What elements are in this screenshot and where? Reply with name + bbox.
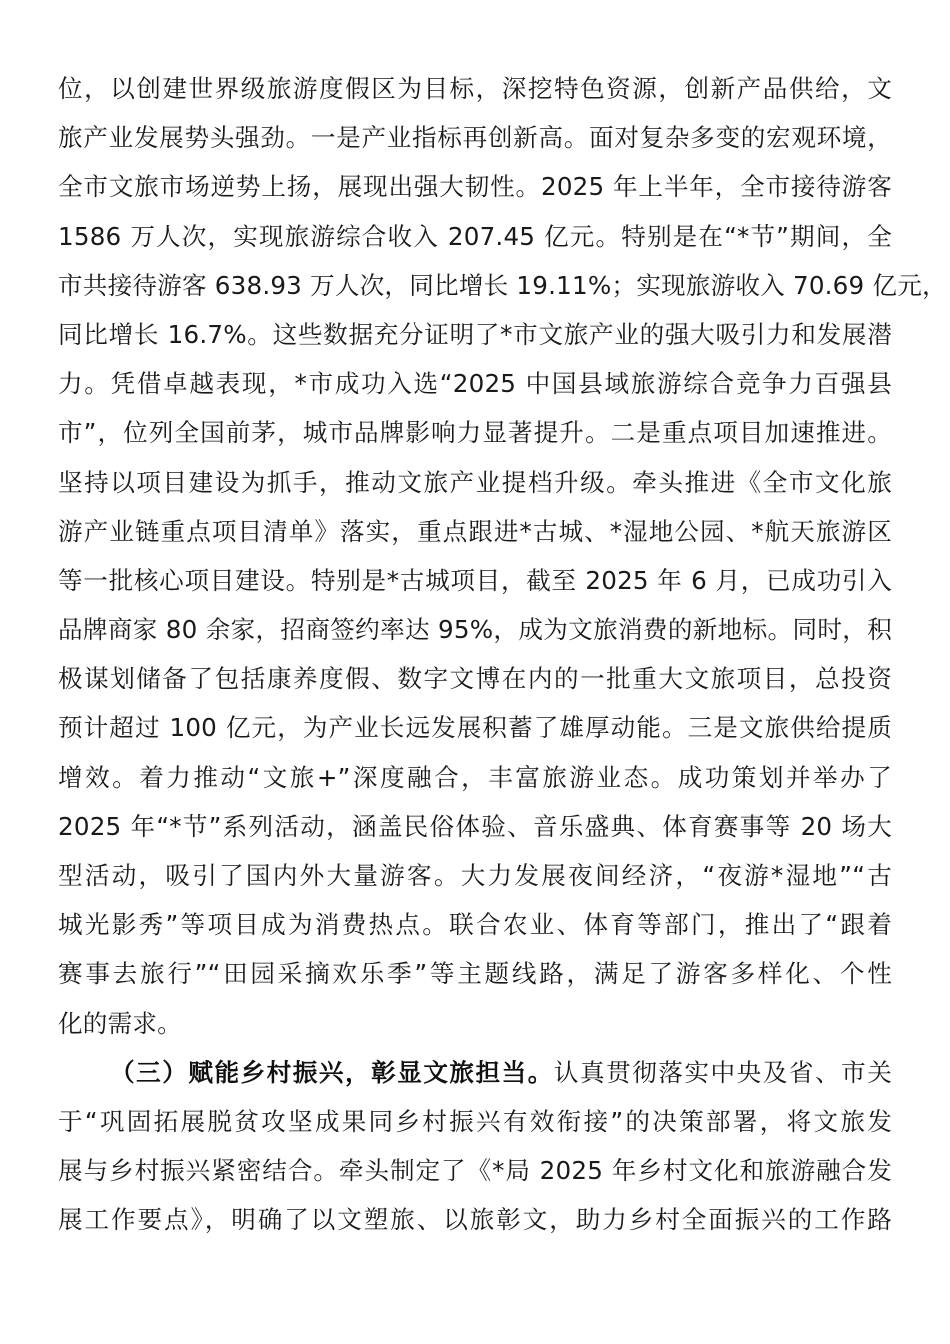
text-line: 等一批核心项目建设。特别是*古城项目，截至 2025 年 6 月，已成功引入 <box>58 565 892 595</box>
text-line: 增效。着力推动“文旅+”深度融合，丰富旅游业态。成功策划并举办了 <box>58 762 892 792</box>
text-line: 展与乡村振兴紧密结合。牵头制定了《*局 2025 年乡村文化和旅游融合发 <box>58 1156 892 1186</box>
text-line: 城光影秀”等项目成为消费热点。联合农业、体育等部门，推出了“跟着 <box>58 910 892 940</box>
text-line: 赛事去旅行”“田园采摘欢乐季”等主题线路，满足了游客多样化、个性 <box>58 959 892 989</box>
text-line: 化的需求。 <box>58 1008 182 1038</box>
text-line: 预计超过 100 亿元，为产业长远发展积蓄了雄厚动能。三是文旅供给提质 <box>58 713 892 743</box>
text-line: 力。凭借卓越表现，*市成功入选“2025 中国县域旅游综合竞争力百强县 <box>58 369 892 399</box>
text-line: 全市文旅市场逆势上扬，展现出强大韧性。2025 年上半年，全市接待游客 <box>58 172 892 202</box>
text-line: 坚持以项目建设为抓手，推动文旅产业提档升级。牵头推进《全市文化旅 <box>58 467 892 497</box>
text-line: 旅产业发展势头强劲。一是产业指标再创新高。面对复杂多变的宏观环境， <box>58 123 892 153</box>
text-line: 品牌商家 80 余家，招商签约率达 95%，成为文旅消费的新地标。同时，积 <box>58 615 892 645</box>
text-line: 2025 年“*节”系列活动，涵盖民俗体验、音乐盛典、体育赛事等 20 场大 <box>58 811 892 841</box>
text-line: 位，以创建世界级旅游度假区为目标，深挖特色资源，创新产品供给，文 <box>58 74 892 103</box>
text-line: 展工作要点》，明确了以文塑旅、以旅彰文，助力乡村全面振兴的工作路 <box>58 1205 892 1235</box>
document-body <box>58 70 947 1251</box>
section-heading-line <box>58 1054 892 1103</box>
text-line: 型活动，吸引了国内外大量游客。大力发展夜间经济，“夜游*湿地”“古 <box>58 861 892 890</box>
section-heading: （三）赋能乡村振兴，彰显文旅担当。 <box>110 1057 554 1087</box>
section-heading-line-text: 认真贯彻落实中央及省、市关 <box>553 1057 892 1087</box>
text-line: 市共接待游客 638.93 万人次，同比增长 19.11%；实现旅游收入 70.69 亿元， <box>58 270 947 300</box>
text-line: 同比增长 16.7%。这些数据充分证明了*市文旅产业的强大吸引力和发展潜 <box>58 319 892 349</box>
text-line: 市”，位列全国前茅，城市品牌影响力显著提升。二是重点项目加速推进。 <box>58 418 892 448</box>
text-line: 1586 万人次，实现旅游综合收入 207.45 亿元。特别是在“*节”期间，全 <box>58 221 892 251</box>
text-line: 于“巩固拓展脱贫攻坚成果同乡村振兴有效衔接”的决策部署，将文旅发 <box>58 1106 892 1136</box>
text-line: 极谋划储备了包括康养度假、数字文博在内的一批重大文旅项目，总投资 <box>58 664 892 694</box>
text-line: 游产业链重点项目清单》落实，重点跟进*古城、*湿地公园、*航天旅游区 <box>58 516 892 546</box>
